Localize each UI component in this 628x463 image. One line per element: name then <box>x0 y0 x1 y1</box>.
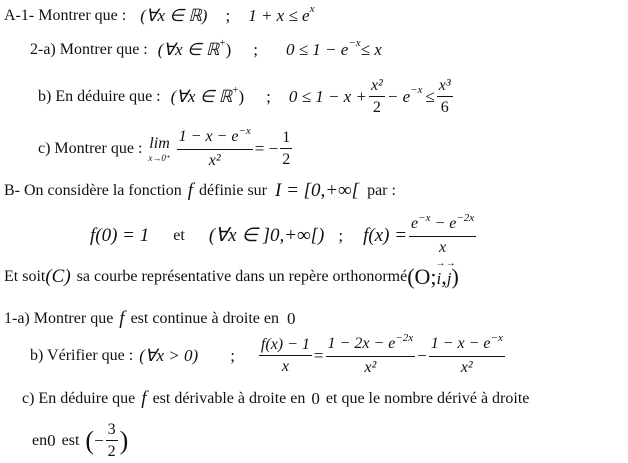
b1b-rhs1-denominator: x² <box>364 359 377 376</box>
a2c-num-exponent: −x <box>238 125 251 137</box>
b1b-lhs-numerator: f(x) − 1 <box>259 335 312 356</box>
b-interval: I = [0,+∞[ <box>275 180 360 201</box>
a2b-fraction-1 <box>369 76 385 117</box>
b-par: par : <box>367 182 396 199</box>
b1b-r1-num-exp: −2x <box>395 332 414 344</box>
last-close-paren: ) <box>119 425 129 455</box>
a2b-quantifier-sup: + <box>232 83 239 96</box>
last-numerator: 3 <box>106 420 118 441</box>
line-a2c <box>38 127 294 170</box>
b-prefix: B- On considère la fonction <box>4 182 182 199</box>
line-definition <box>90 214 478 257</box>
last-zero: 0 <box>47 430 56 450</box>
a1-exponent: x <box>309 3 315 15</box>
b1b-rhs1-numerator <box>326 334 416 357</box>
line-a2b <box>38 76 455 117</box>
b1b-rhs1-fraction <box>326 334 416 377</box>
a2b-quantifier: (∀x ∈ ℝ <box>170 86 233 106</box>
b1b-equals: = <box>313 345 324 365</box>
b1b-rhs2-fraction <box>429 334 505 377</box>
def-denominator: x <box>439 239 447 256</box>
a2b-frac2-denominator: 6 <box>440 99 449 116</box>
a2b-fraction-2 <box>437 76 453 117</box>
a2c-limit <box>148 135 170 163</box>
a2b-semicolon: ; <box>266 86 271 106</box>
a2b-le: ≤ <box>425 86 435 106</box>
a2b-mid-exponent: −x <box>410 83 423 96</box>
c-comma: , <box>441 264 447 289</box>
a2c-rhs-fraction <box>280 128 292 169</box>
b1a-f: f <box>119 308 125 329</box>
c-curve: (C) <box>45 266 71 287</box>
c-frame <box>407 266 459 288</box>
a2a-quantifier-sup: + <box>219 37 226 49</box>
def-num-mid: − e <box>430 215 457 232</box>
b1c-text2: est dérivable à droite en <box>152 390 306 407</box>
b-f: f <box>187 180 194 201</box>
def-quantifier: (∀x ∈ ]0,+∞[) <box>208 225 325 246</box>
a2a-math-end: ≤ x <box>360 40 382 59</box>
line-b1c <box>22 388 529 410</box>
def-num-exp1: −x <box>418 212 431 224</box>
a2b-frac2-numerator: x³ <box>437 76 453 97</box>
b1c-zero: 0 <box>311 389 320 408</box>
line-last <box>32 420 128 461</box>
a2a-prefix: 2-a) Montrer que : <box>30 41 148 58</box>
b1b-quantifier: (∀x > 0) <box>139 345 199 365</box>
a2a-quantifier-close: ) <box>225 40 232 59</box>
b1b-semicolon: ; <box>230 345 235 365</box>
b1b-rhs2-numerator <box>429 334 505 357</box>
c-prefix: Et soit <box>4 268 46 285</box>
a1-semicolon: ; <box>225 6 231 25</box>
b1b-lhs-fraction <box>259 335 312 376</box>
a2c-rhs-denominator: 2 <box>282 151 291 168</box>
line-b1a <box>4 308 295 330</box>
b1c-f: f <box>141 388 147 409</box>
a2c-lim-sub: x→0⁺ <box>148 152 171 163</box>
line-b1b <box>30 334 507 377</box>
b1b-r2-num-exp: −x <box>490 332 503 344</box>
last-minus: − <box>94 430 104 450</box>
a2b-frac1-denominator: 2 <box>372 99 381 116</box>
def-numerator <box>409 214 476 237</box>
a1-quantifier: (∀x ∈ ℝ) <box>140 6 208 25</box>
def-num-e1: e <box>411 215 419 232</box>
c-vector-i: → i <box>437 270 442 287</box>
def-fraction <box>409 214 476 257</box>
a2c-denominator: x² <box>208 152 221 169</box>
last-text2: est <box>61 431 80 449</box>
c-text: sa courbe représentative dans un repère orthonormé <box>76 268 408 285</box>
b1b-r2-num-text: 1 − x − e <box>430 335 491 352</box>
a2c-equals: = − <box>254 138 279 158</box>
def-et: et <box>173 226 185 244</box>
last-open-paren: ( <box>85 425 95 455</box>
b-mid: définie sur <box>199 182 267 199</box>
b1a-text1: 1-a) Montrer que <box>4 310 114 327</box>
b1b-r1-num-text: 1 − 2x − e <box>327 335 396 352</box>
line-a1 <box>4 3 315 26</box>
c-vector-j: → j <box>447 270 452 287</box>
a2c-num-text: 1 − x − e <box>178 128 239 145</box>
a2c-rhs-numerator: 1 <box>280 128 292 149</box>
a2b-quantifier-close: ) <box>238 86 245 106</box>
c-close: ) <box>451 264 459 289</box>
b1c-text1: c) En déduire que <box>22 390 136 407</box>
a2b-start: 0 ≤ 1 − x + <box>288 86 367 106</box>
a2b-prefix: b) En déduire que : <box>38 87 161 105</box>
b1b-minus: − <box>417 345 427 365</box>
a2a-math: 0 ≤ 1 − e <box>285 40 349 59</box>
b1b-rhs2-denominator: x² <box>460 359 473 376</box>
b1c-text3: et que le nombre dérivé à droite <box>325 390 530 407</box>
line-curve <box>4 266 459 288</box>
b1a-zero: 0 <box>286 309 296 328</box>
line-b <box>4 180 396 202</box>
a2b-frac1-numerator: x² <box>369 76 385 97</box>
a2a-exponent: −x <box>348 37 361 49</box>
b1b-lhs-denominator: x <box>281 358 289 375</box>
a1-math: 1 + x ≤ e <box>248 6 310 25</box>
def-semicolon: ; <box>338 225 344 245</box>
b1a-text2: est continue à droite en <box>130 310 279 327</box>
a2a-semicolon: ; <box>253 40 258 59</box>
a2c-numerator <box>177 127 253 150</box>
def-f0: f(0) = 1 <box>90 224 150 246</box>
a1-prefix: A-1- Montrer que : <box>4 7 127 24</box>
c-open: (O; <box>407 264 437 289</box>
a2c-lim-word: lim <box>149 134 170 152</box>
def-num-exp2: −2x <box>456 212 475 224</box>
last-text1: en <box>32 431 48 449</box>
a2b-mid: − e <box>386 86 411 106</box>
b1b-prefix: b) Vérifier que : <box>30 346 134 364</box>
last-fraction <box>106 420 118 461</box>
a2c-fraction <box>177 127 253 170</box>
def-fx: f(x) = <box>363 224 408 246</box>
a2a-quantifier: (∀x ∈ ℝ <box>157 40 220 59</box>
a2c-prefix: c) Montrer que : <box>38 139 143 157</box>
last-denominator: 2 <box>107 443 116 460</box>
line-a2a <box>30 37 382 60</box>
